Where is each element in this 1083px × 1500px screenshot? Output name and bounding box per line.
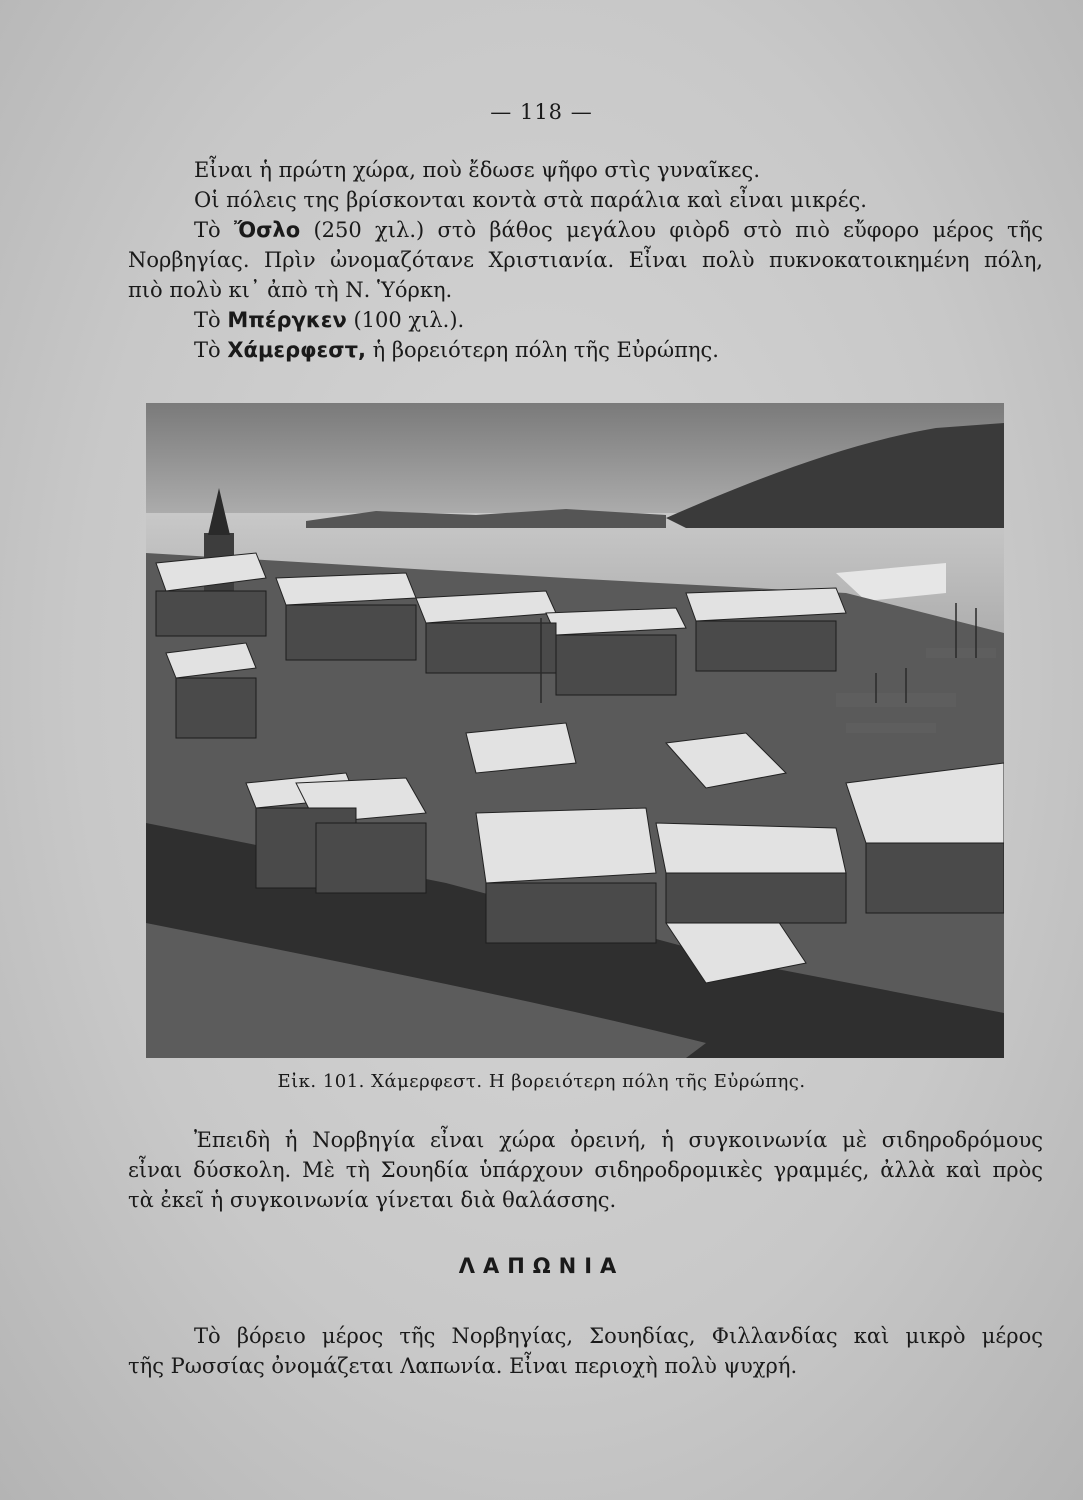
- photo-illustration: [146, 403, 1004, 1058]
- oslo-line: [128, 215, 1043, 245]
- text-line: πιὸ πολὺ κι᾿ ἀπὸ τὴ Ν. Ὑόρκη.: [128, 278, 453, 302]
- oslo-rest: (250 χιλ.) στὸ βάθος μεγάλου φιὸρδ στὸ πιὸ εὔφορο μέρος τῆς: [300, 218, 1043, 242]
- oslo-prefix: Τὸ: [194, 218, 234, 242]
- bergen-rest: (100 χιλ.).: [346, 308, 465, 332]
- text-line: Τὸ βόρειο μέρος τῆς Νορβηγίας, Σουηδίας, Φιλλανδίας καὶ μικρὸ μέρος: [194, 1324, 1043, 1348]
- intro-paragraph: [128, 155, 1043, 365]
- oslo-name: Ὄσλο: [233, 218, 301, 242]
- text-line: Οἱ πόλεις της βρίσκονται κοντὰ στὰ παράλια καὶ εἶναι μικρές.: [194, 188, 867, 212]
- hammerfest-photo: [146, 403, 1004, 1058]
- section-heading: ΛΑΠΩΝΙΑ: [458, 1254, 625, 1278]
- text-line: Εἶναι ἡ πρώτη χώρα, ποὺ ἔδωσε ψῆφο στὶς γυναῖκες.: [194, 158, 760, 182]
- hammerfest-name: Χάμερφεστ,: [227, 338, 366, 362]
- text-line: τὰ ἐκεῖ ἡ συγκοινωνία γίνεται διὰ θαλάσσης.: [128, 1188, 617, 1212]
- figure-caption: Εἰκ. 101. Χάμερφεστ. Η βορειότερη πόλη τῆς Εὐρώπης.: [277, 1071, 806, 1092]
- text-line: τῆς Ρωσσίας ὀνομάζεται Λαπωνία. Εἶναι περιοχὴ πολὺ ψυχρή.: [128, 1354, 798, 1378]
- transport-paragraph: [128, 1125, 1043, 1215]
- page-number: — 118 —: [490, 100, 593, 124]
- hammerfest-prefix: Τὸ: [194, 338, 228, 362]
- hammerfest-rest: ἡ βορειότερη πόλη τῆς Εὐρώπης.: [365, 338, 719, 362]
- hammerfest-line: [128, 335, 1043, 365]
- bergen-name: Μπέργκεν: [227, 308, 347, 332]
- lapland-paragraph: [128, 1321, 1043, 1381]
- bergen-line: [128, 305, 1043, 335]
- text-line: Νορβηγίας. Πρὶν ὠνομαζότανε Χριστιανία. Εἶναι πολὺ πυκνοκατοικημένη πόλη,: [128, 248, 1043, 272]
- bergen-prefix: Τὸ: [194, 308, 228, 332]
- text-line: εἶναι δύσκολη. Μὲ τὴ Σουηδία ὑπάρχουν σιδηροδρομικὲς γραμμές, ἀλλὰ καὶ πρὸς: [128, 1158, 1043, 1182]
- text-line: Ἐπειδὴ ἡ Νορβηγία εἶναι χώρα ὀρεινή, ἡ συγκοινωνία μὲ σιδηροδρόμους: [194, 1128, 1043, 1152]
